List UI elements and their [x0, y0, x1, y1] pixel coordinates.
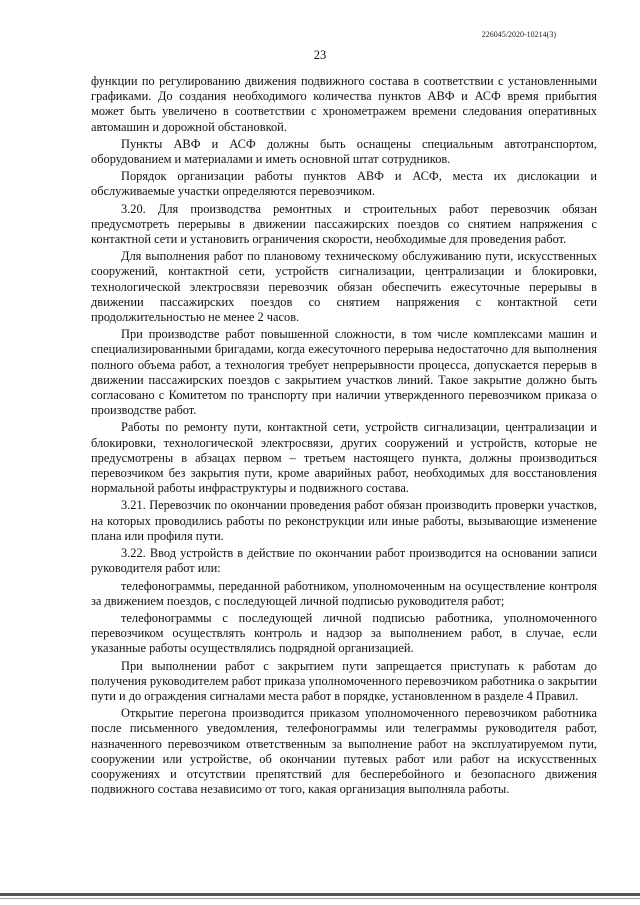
- paragraph: Работы по ремонту пути, контактной сети, устройств сигнализации, централизации и блокировки, технологической электросвязи, других сооружений и устройств, которые не предусмотрены в абзацах первом – третьем настоящего пункта, должны производиться перевозчиком без закрытия пути, кроме аварийных работ, необходимых для восстановления нормальной работы инфраструктуры и подвижного состава.: [91, 420, 597, 496]
- scan-bottom-edge: [0, 893, 640, 896]
- paragraph-clause-3-20: 3.20. Для производства ремонтных и строительных работ перевозчик обязан предусмотреть перерывы в движении пассажирских поездов со снятием напряжения с контактной сети и установить ограничения скорости, необходимые для проведения работ.: [91, 201, 597, 247]
- paragraph: Открытие перегона производится приказом уполномоченного перевозчиком работника после письменного уведомления, телефонограммы или телеграммы руководителя работ, назначенного перевозчиком ответственным за выполнение работ на эксплуатируемом пути, сооружении или устройстве, об окончании путевых работ или работ на искусственных сооружениях и отсутствии препятствий для бесперебойного и безопасного движения подвижного состава независимо от того, какая организация выполняла работы.: [91, 706, 597, 797]
- paragraph-continuation: функции по регулированию движения подвижного состава в соответствии с установленными графиками. До создания необходимого количества пунктов АВФ и АСФ время прибытия может быть увеличено в соответствии с хронометражем времени следования оперативных автомашин и дорожной обстановкой.: [91, 74, 597, 134]
- paragraph: При производстве работ повышенной сложности, в том числе комплексами машин и специализированными бригадами, когда ежесуточного перерыва недостаточно для выполнения полного объема работ, а технология требует непрерывности процесса, допускается перерыв в движении пассажирских поездов с закрытием участков линий. Такое закрытие должно быть согласовано с Комитетом по транспорту при наличии утвержденного перевозчиком приказа о производстве работ.: [91, 327, 597, 418]
- paragraph-clause-3-22: 3.22. Ввод устройств в действие по окончании работ производится на основании записи руководителя работ или:: [91, 546, 597, 576]
- paragraph: телефонограммы с последующей личной подписью работника, уполномоченного перевозчиком осуществлять контроль и надзор за выполнением работ, в случае, если указанные работы осуществлялись подрядной организацией.: [91, 610, 597, 656]
- page-body: [91, 74, 597, 799]
- document-number: 226045/2020-10214(3): [481, 30, 556, 39]
- paragraph: При выполнении работ с закрытием пути запрещается приступать к работам до получения руководителем работ приказа уполномоченного перевозчиком работника о закрытии пути и до ограждения сигналами места работ в порядке, установленном в разделе 4 Правил.: [91, 658, 597, 703]
- scan-bottom-edge-line: [0, 898, 640, 899]
- paragraph-clause-3-21: 3.21. Перевозчик по окончании проведения работ обязан производить проверки участков, на которых проводились работы по реконструкции или иные работы, вызывающие изменение плана или профиля пути.: [91, 498, 597, 543]
- page-number: 23: [313, 48, 327, 62]
- paragraph: телефонограммы, переданной работником, уполномоченным на осуществление контроля за движением поездов, с последующей личной подписью руководителя работ;: [91, 578, 597, 608]
- paragraph: Для выполнения работ по плановому техническому обслуживанию пути, искусственных сооружений, контактной сети, устройств сигнализации, централизации и блокировки, технологической электросвязи перевозчик обязан обеспечить ежесуточные перерывы в движении пассажирских поездов со снятием напряжения с контактной сети продолжительностью не менее 2 часов.: [91, 249, 597, 325]
- paragraph: Пункты АВФ и АСФ должны быть оснащены специальным автотранспортом, оборудованием и материалами и иметь основной штат сотрудников.: [91, 136, 597, 167]
- paragraph: Порядок организации работы пунктов АВФ и АСФ, места их дислокации и обслуживаемые участки определяются перевозчиком.: [91, 169, 597, 199]
